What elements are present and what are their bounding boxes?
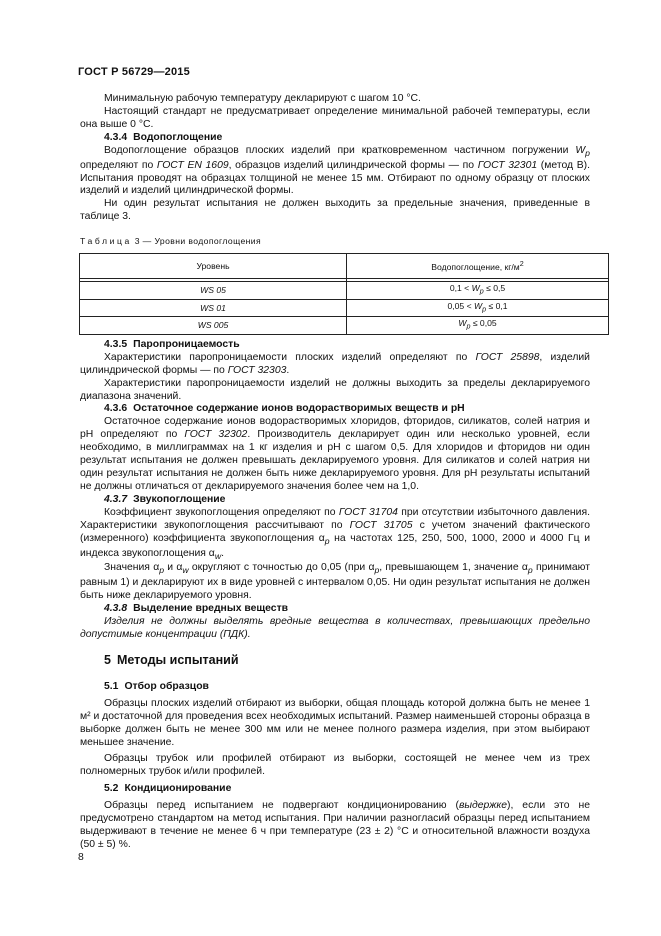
section-number: 4.3.4: [104, 131, 128, 143]
section-heading-5: [80, 654, 590, 667]
paragraph: Изделия не должны выделять вредные вещества в количествах, превышающих предельно допустимые концентрации (ПДК).: [80, 616, 590, 641]
standard-reference: ГОСТ 32301: [477, 159, 538, 171]
standard-header: ГОСТ Р 56729—2015: [78, 66, 190, 78]
section-heading-4-3-8: [80, 603, 590, 616]
water-absorption-table: [79, 253, 609, 335]
paragraph: Настоящий стандарт не предусматривает определение минимальной рабочей температуры, если она выше 0 °С.: [80, 105, 590, 130]
section-number: 5.1: [104, 680, 119, 692]
section-number: 4.3.5: [104, 338, 128, 350]
section-number: 4.3.6: [104, 403, 128, 415]
paragraph: Коэффициент звукопоглощения определяют по ГОСТ 31704 при отсутствии избыточного давления. Характеристики звукопоглощения рассчитывают по ГОСТ 31705 с учетом значений фактического (измеренного) коэффициента звукопоглощения $\alpha_p$ на частотах 125, 250, 500, 1000, 2000 и 4000 Гц и индекса звукопоглощения $\alpha_w$.: [80, 506, 591, 561]
paragraph: Образцы трубок или профилей отбирают из выборки, состоящей не менее чем из трех полномерных трубок и/или профилей.: [80, 753, 590, 778]
section-heading-4-3-4: [80, 132, 590, 145]
section-title: Звукопоглощение: [133, 493, 226, 505]
paragraph: Характеристики паропроницаемости плоских изделий определяют по ГОСТ 25898, изделий цилиндрической формы — по ГОСТ 32303.: [80, 351, 590, 376]
standard-reference: ГОСТ 32303: [227, 364, 287, 376]
page-number: 8: [78, 852, 84, 863]
paragraph: Ни один результат испытания не должен выходить за предельные значения, приведенные в таблице 3.: [80, 198, 590, 223]
section-title: Кондиционирование: [124, 783, 232, 795]
section-heading-4-3-7: [80, 494, 590, 507]
section-number: 4.3.7: [104, 493, 128, 505]
paragraph: Водопоглощение образцов плоских изделий при кратковременном частичном погружении $W_p$ определяют по ГОСТ EN 1609, образцов изделий цилиндрической формы — по ГОСТ 32301 (метод В). Испытания проводят на образцах толщиной не менее 15 мм. Отбирают по одному образцу от плоских изделий и изделий цилиндрической формы.: [80, 144, 590, 197]
section-heading-5-2: [80, 783, 590, 796]
section-number: 4.3.8: [104, 603, 128, 615]
level-cell: WS 005: [80, 317, 347, 335]
section-number: 5.2: [104, 783, 119, 795]
standard-reference: ГОСТ 31704: [338, 506, 398, 518]
table-caption: Таблица 3 — Уровни водопоглощения: [80, 236, 262, 247]
standard-reference: ГОСТ 25898: [475, 351, 540, 363]
standard-reference: ГОСТ EN 1609: [156, 159, 229, 171]
paragraph: Образцы перед испытанием не подвергают кондиционированию (выдержке), если это не предусмотрено стандартом на метод испытания. При наличии разногласий образцы перед испытанием выдерживают в течение не менее 6 ч при температуре (23 ± 2) °С и относительной влажности воздуха (50 ± 5) %.: [80, 800, 590, 850]
standard-reference: ГОСТ 32302: [184, 429, 248, 441]
table-row: [80, 282, 609, 300]
section-heading-5-1: [80, 681, 590, 694]
value-cell: $W_p \le 0,05$: [347, 317, 609, 335]
section-number: 5: [104, 653, 111, 667]
paragraph: Минимальную рабочую температуру декларируют с шагом 10 °С.: [104, 93, 421, 104]
table-row: [80, 299, 609, 317]
value-cell: $0,05 < W_p \le 0,1$: [347, 299, 609, 317]
column-header-level: Уровень: [80, 254, 347, 279]
value-cell: $0,1 < W_p \le 0,5$: [347, 282, 609, 300]
standard-reference: ГОСТ 31705: [349, 519, 413, 531]
level-cell: WS 05: [80, 282, 347, 300]
section-title: Методы испытаний: [116, 653, 239, 667]
paragraph: Характеристики паропроницаемости изделий не должны выходить за пределы декларируемого диапазона значений.: [80, 377, 590, 402]
section-heading-4-3-5: [80, 339, 590, 352]
column-header-value: Водопоглощение, $кг/м^2$: [347, 254, 609, 279]
table-header-row: [80, 254, 609, 279]
section-title: Водопоглощение: [133, 131, 223, 143]
section-heading-4-3-6: [80, 403, 590, 416]
page-content: [80, 93, 590, 852]
paragraph: Остаточное содержание ионов водорастворимых хлоридов, фторидов, силикатов, солей натрия и pH определяют по ГОСТ 32302. Производитель декларирует один или несколько уровней, если необходимо, в миллиграммах на 1 кг изделия и pH с шагом 0,5. Для хлоридов и фторидов ни один результат испытания не должен превышать декларируемого уровня. Для силикатов и солей натрия ни один результат испытания не должен быть ниже декларируемого уровня. Для pH результаты испытаний не должны отличаться от декларируемого значения более чем на 1,0.: [80, 416, 590, 492]
table-row: [80, 317, 609, 335]
paragraph: Образцы плоских изделий отбирают из выборки, общая площадь которой должна быть не менее 1 м² и достаточной для проведения всех необходимых испытаний. Размер наименьшей стороны образца в выборке должен быть не менее 300 мм или не менее полного размера изделия, при этом выбирают меньшее значение.: [80, 697, 590, 748]
section-title: Выделение вредных веществ: [133, 603, 289, 615]
section-title: Отбор образцов: [124, 680, 209, 692]
paragraph: Значения $\alpha_p$ и $\alpha_w$ округляют с точностью до 0,05 (при $\alpha_p$, превышающем 1, значение $\alpha_p$ принимают равным 1) и декларируют их в виде уровней с интервалом 0,05. Ни один результат испытания не должен быть ниже декларируемого уровня.: [80, 562, 590, 602]
section-title: Остаточное содержание ионов водорастворимых веществ и pH: [133, 403, 465, 415]
section-title: Паропроницаемость: [133, 338, 240, 350]
level-cell: WS 01: [80, 299, 347, 317]
